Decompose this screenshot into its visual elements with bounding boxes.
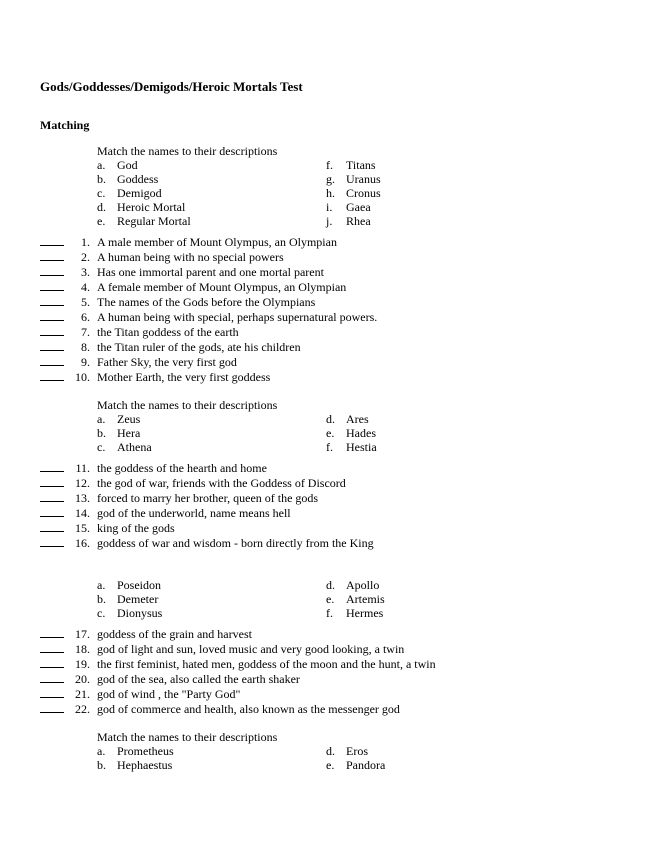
question-number: 21. [75,687,90,701]
question-row [0,657,663,672]
option-text: Prometheus [117,744,174,758]
question-text: Father Sky, the very first god [97,355,237,369]
question-text: A human being with no special powers [97,250,284,264]
question-text: A human being with special, perhaps supernatural powers. [97,310,378,324]
question-text: the Titan ruler of the gods, ate his children [97,340,301,354]
option-letter: j. [326,214,333,228]
question-text: god of commerce and health, also known as the messenger god [97,702,400,716]
option-text: Demigod [117,186,162,200]
option-text: Hermes [346,606,384,620]
option-letter: f. [326,158,333,172]
option-letter: g. [326,172,335,186]
option-text: Athena [117,440,152,454]
question-number: 14. [75,506,90,520]
question-number: 15. [75,521,90,535]
question-row [0,340,663,355]
option-letter: h. [326,186,335,200]
question-text: forced to marry her brother, queen of the gods [97,491,319,505]
question-row [0,280,663,295]
question-number: 5. [81,295,90,309]
option-text: God [117,158,138,172]
question-text: god of the sea, also called the earth shaker [97,672,300,686]
option-text: Cronus [346,186,381,200]
question-text: A male member of Mount Olympus, an Olympian [97,235,337,249]
question-number: 6. [81,310,90,324]
question-text: goddess of war and wisdom - born directly from the King [97,536,374,550]
option-letter: i. [326,200,333,214]
question-row [0,491,663,506]
question-text: god of the underworld, name means hell [97,506,291,520]
question-row [0,536,663,551]
option-text: Zeus [117,412,141,426]
question-row [0,672,663,687]
question-number: 3. [81,265,90,279]
question-row [0,310,663,325]
option-letter: b. [97,758,106,772]
option-letter: b. [97,426,106,440]
section-heading-matching: Matching [40,118,90,132]
question-number: 20. [75,672,90,686]
option-text: Rhea [346,214,371,228]
question-number: 11. [75,461,90,475]
question-row [0,355,663,370]
option-text: Hades [346,426,376,440]
question-text: the goddess of the hearth and home [97,461,267,475]
option-letter: d. [326,412,335,426]
question-text: god of wind , the "Party God" [97,687,241,701]
option-text: Poseidon [117,578,162,592]
question-text: the god of war, friends with the Goddess of Discord [97,476,346,490]
question-row [0,235,663,250]
question-number: 13. [75,491,90,505]
question-number: 17. [75,627,90,641]
option-text: Hera [117,426,141,440]
question-number: 9. [81,355,90,369]
option-letter: e. [326,758,335,772]
option-letter: e. [326,426,335,440]
question-number: 8. [81,340,90,354]
question-text: A female member of Mount Olympus, an Olympian [97,280,347,294]
question-number: 22. [75,702,90,716]
option-text: Eros [346,744,368,758]
question-number: 19. [75,657,90,671]
option-letter: a. [97,578,106,592]
question-text: The names of the Gods before the Olympians [97,295,316,309]
option-letter: e. [97,214,106,228]
option-letter: b. [97,592,106,606]
option-letter: f. [326,440,333,454]
question-row [0,642,663,657]
question-text: god of light and sun, loved music and very good looking, a twin [97,642,405,656]
option-letter: c. [97,186,106,200]
question-text: king of the gods [97,521,175,535]
question-row [0,521,663,536]
question-number: 10. [75,370,90,384]
question-number: 1. [81,235,90,249]
option-text: Uranus [346,172,381,186]
question-row [0,370,663,385]
option-text: Apollo [346,578,380,592]
option-text: Regular Mortal [117,214,191,228]
option-letter: d. [326,744,335,758]
option-letter: a. [97,744,106,758]
question-row [0,627,663,642]
instructions: Match the names to their descriptions [97,730,278,744]
question-row [0,461,663,476]
question-text: the first feminist, hated men, goddess of the moon and the hunt, a twin [97,657,436,671]
option-text: Goddess [117,172,159,186]
question-row [0,476,663,491]
test-title: Gods/Goddesses/Demigods/Heroic Mortals Test [40,79,303,94]
question-row [0,265,663,280]
instructions: Match the names to their descriptions [97,144,278,158]
question-number: 16. [75,536,90,550]
option-text: Ares [346,412,369,426]
option-text: Artemis [346,592,385,606]
question-text: Has one immortal parent and one mortal parent [97,265,324,279]
question-row [0,506,663,521]
question-text: goddess of the grain and harvest [97,627,252,641]
question-text: the Titan goddess of the earth [97,325,239,339]
question-number: 12. [75,476,90,490]
option-text: Demeter [117,592,159,606]
option-text: Hestia [346,440,377,454]
question-number: 18. [75,642,90,656]
question-row [0,295,663,310]
option-letter: a. [97,412,106,426]
instructions: Match the names to their descriptions [97,398,278,412]
option-text: Pandora [346,758,386,772]
option-text: Dionysus [117,606,163,620]
question-row [0,325,663,340]
option-letter: e. [326,592,335,606]
option-letter: a. [97,158,106,172]
option-letter: d. [97,200,106,214]
option-letter: b. [97,172,106,186]
option-letter: c. [97,440,106,454]
question-row [0,702,663,717]
option-text: Heroic Mortal [117,200,186,214]
question-number: 2. [81,250,90,264]
question-number: 4. [81,280,90,294]
question-row [0,250,663,265]
question-number: 7. [81,325,90,339]
option-text: Gaea [346,200,371,214]
option-text: Hephaestus [117,758,173,772]
question-text: Mother Earth, the very first goddess [97,370,271,384]
question-row [0,687,663,702]
option-letter: c. [97,606,106,620]
option-text: Titans [346,158,376,172]
option-letter: f. [326,606,333,620]
option-letter: d. [326,578,335,592]
